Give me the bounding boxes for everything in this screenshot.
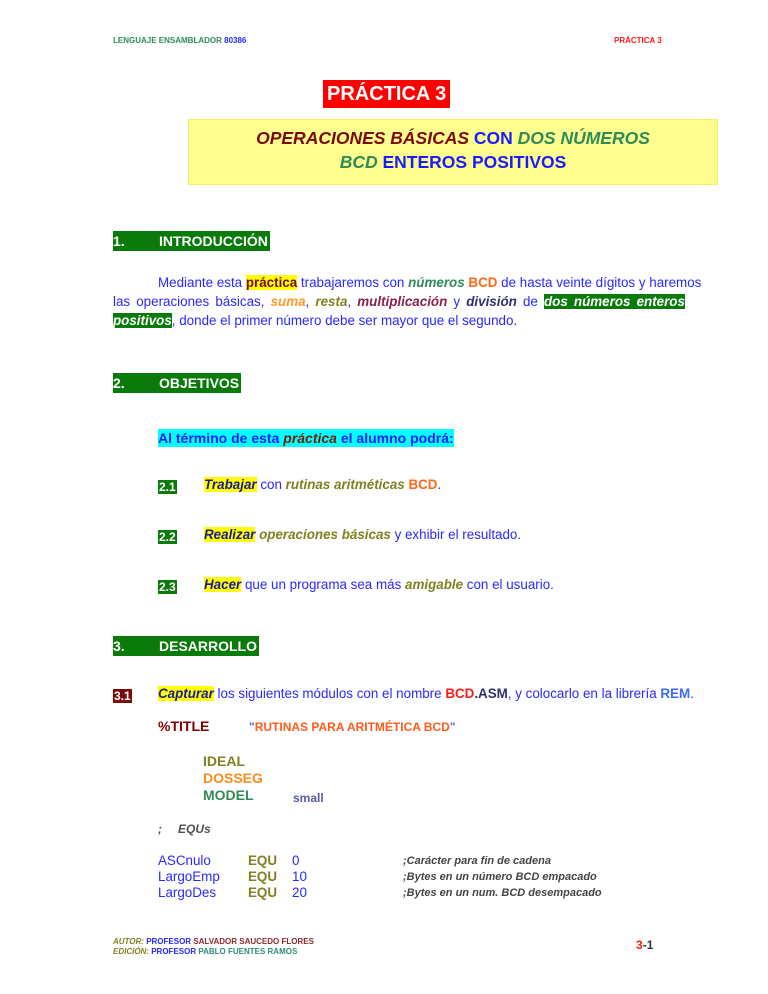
- chapter: 3: [636, 938, 643, 952]
- highlight-two-integers: dos números enteros: [543, 294, 685, 309]
- equ-value: 0: [292, 853, 300, 868]
- code-title-directive: %TITLE: [158, 718, 210, 734]
- title: PROFESOR: [149, 947, 199, 956]
- text: los siguientes módulos con el nombre: [213, 686, 446, 701]
- filename-ext: .ASM: [474, 686, 508, 701]
- text: .: [690, 686, 694, 701]
- code-dosseg: DOSSEG: [203, 770, 263, 786]
- objective-badge: 2.1: [159, 480, 176, 494]
- separator: -: [642, 938, 647, 952]
- comment-text: EQUs: [178, 822, 211, 836]
- text: Mediante esta: [158, 275, 246, 290]
- equ-value: 10: [292, 869, 307, 884]
- intro-line-1: [158, 274, 701, 292]
- quote: ": [249, 720, 255, 734]
- term-operaciones: operaciones básicas: [259, 527, 391, 542]
- term-rutinas: rutinas aritméticas: [285, 477, 405, 492]
- term-bcd: BCD: [464, 275, 498, 290]
- objective-number: [158, 528, 177, 546]
- text: de: [516, 294, 544, 309]
- equ-value: 20: [292, 885, 307, 900]
- text: con el usuario.: [463, 577, 554, 592]
- page-title: PRÁCTICA 3: [323, 80, 450, 108]
- section-heading-introduccion: [113, 231, 270, 251]
- page: 1: [646, 938, 654, 952]
- subtitle-line-2: [189, 150, 717, 174]
- section-heading-objetivos: [113, 373, 241, 393]
- library-rem: REM: [660, 686, 691, 701]
- text: el alumno podrá:: [336, 430, 454, 446]
- term-numeros: números: [408, 275, 465, 290]
- term-multiplicacion: multiplicación: [357, 294, 448, 309]
- section-number: 1.: [113, 233, 125, 249]
- objective-number: [158, 578, 177, 596]
- term-division: división: [466, 294, 517, 309]
- step-badge: 3.1: [114, 689, 131, 703]
- title: PROFESOR: [143, 937, 194, 946]
- filename-bcd: BCD: [445, 686, 475, 701]
- author-name: SALVADOR SAUCEDO FLORES: [193, 937, 314, 946]
- text: ,: [305, 294, 316, 309]
- text: con: [256, 477, 286, 492]
- term-bcd: BCD: [404, 477, 438, 492]
- objectives-lead: [158, 429, 454, 447]
- equ-name: ASCnulo: [158, 853, 211, 868]
- page-number: [636, 938, 653, 952]
- equ-name: LargoDes: [158, 885, 217, 900]
- text: trabajaremos con: [297, 275, 409, 290]
- footer-editor: [113, 947, 297, 956]
- code-model: MODEL: [203, 787, 254, 803]
- objective-2-2: [204, 527, 521, 542]
- intro-line-3: [113, 312, 517, 330]
- subtitle-positive: ENTEROS POSITIVOS: [377, 152, 567, 172]
- section-title: OBJETIVOS: [159, 375, 240, 391]
- section-number: 2.: [113, 375, 125, 391]
- label: AUTOR:: [113, 937, 144, 946]
- section-title: INTRODUCCIÓN: [159, 233, 268, 249]
- step-3-1: [158, 686, 694, 701]
- verb-capturar: Capturar: [158, 686, 214, 701]
- term-suma: suma: [270, 294, 306, 309]
- intro-line-2: [113, 293, 685, 311]
- objective-number: [158, 478, 177, 496]
- verb-trabajar: Trabajar: [204, 477, 257, 492]
- subtitle-two-numbers: DOS NÚMEROS: [517, 128, 650, 148]
- text: , donde el primer número debe ser mayor que el segundo.: [171, 313, 518, 328]
- title-string: RUTINAS PARA ARITMÉTICA BCD: [254, 720, 450, 734]
- footer-author: [113, 937, 314, 946]
- text: ,: [347, 294, 358, 309]
- text: de hasta veinte dígitos y haremos: [497, 275, 702, 290]
- term-practica: práctica: [283, 430, 337, 446]
- course-number: 80386: [224, 36, 247, 45]
- step-number: [113, 687, 132, 705]
- equ-keyword: EQU: [248, 869, 278, 884]
- section-number: 3.: [113, 638, 125, 654]
- verb-realizar: Realizar: [204, 527, 256, 542]
- subtitle-bcd: BCD: [339, 152, 378, 172]
- term-resta: resta: [315, 294, 348, 309]
- text: Al término de esta: [158, 430, 284, 446]
- objective-badge: 2.2: [159, 530, 176, 544]
- running-header-right: PRÁCTICA 3: [614, 36, 662, 45]
- objective-2-1: [204, 477, 441, 492]
- text: las operaciones básicas,: [113, 294, 271, 309]
- semicolon: ;: [158, 822, 162, 836]
- editor-name: PABLO FUENTES RAMOS: [198, 947, 298, 956]
- equ-keyword: EQU: [248, 853, 278, 868]
- course-name: LENGUAJE ENSAMBLADOR: [113, 36, 225, 45]
- equ-comment: ;Carácter para fin de cadena: [403, 855, 551, 867]
- subtitle-line-1: [189, 126, 717, 150]
- highlight-positivos: positivos: [113, 313, 172, 328]
- subtitle-box: [188, 119, 718, 185]
- subtitle-operations: OPERACIONES BÁSICAS: [256, 128, 470, 148]
- quote: ": [449, 720, 456, 734]
- equ-name: LargoEmp: [158, 869, 220, 884]
- equ-keyword: EQU: [248, 885, 278, 900]
- equ-comment: ;Bytes en un num. BCD desempacado: [403, 887, 602, 899]
- equ-comment: ;Bytes en un número BCD empacado: [403, 871, 597, 883]
- code-model-value: small: [293, 791, 324, 805]
- code-comment: [158, 822, 211, 836]
- label: EDICIÓN:: [113, 947, 149, 956]
- section-heading-desarrollo: [113, 636, 259, 656]
- code-title-string: [249, 720, 456, 734]
- subtitle-con: CON: [469, 128, 518, 148]
- code-ideal: IDEAL: [203, 753, 245, 769]
- text: .: [437, 477, 442, 492]
- text: y exhibir el resultado.: [390, 527, 522, 542]
- section-title: DESARROLLO: [159, 638, 257, 654]
- running-header-left: [113, 36, 246, 45]
- term-amigable: amigable: [405, 577, 464, 592]
- text: , y colocarlo en la librería: [507, 686, 661, 701]
- text: que un programa sea más: [241, 577, 405, 592]
- text: y: [447, 294, 467, 309]
- highlight-practica: práctica: [245, 275, 298, 290]
- verb-hacer: Hacer: [204, 577, 242, 592]
- objective-badge: 2.3: [159, 580, 176, 594]
- objective-2-3: [204, 577, 554, 592]
